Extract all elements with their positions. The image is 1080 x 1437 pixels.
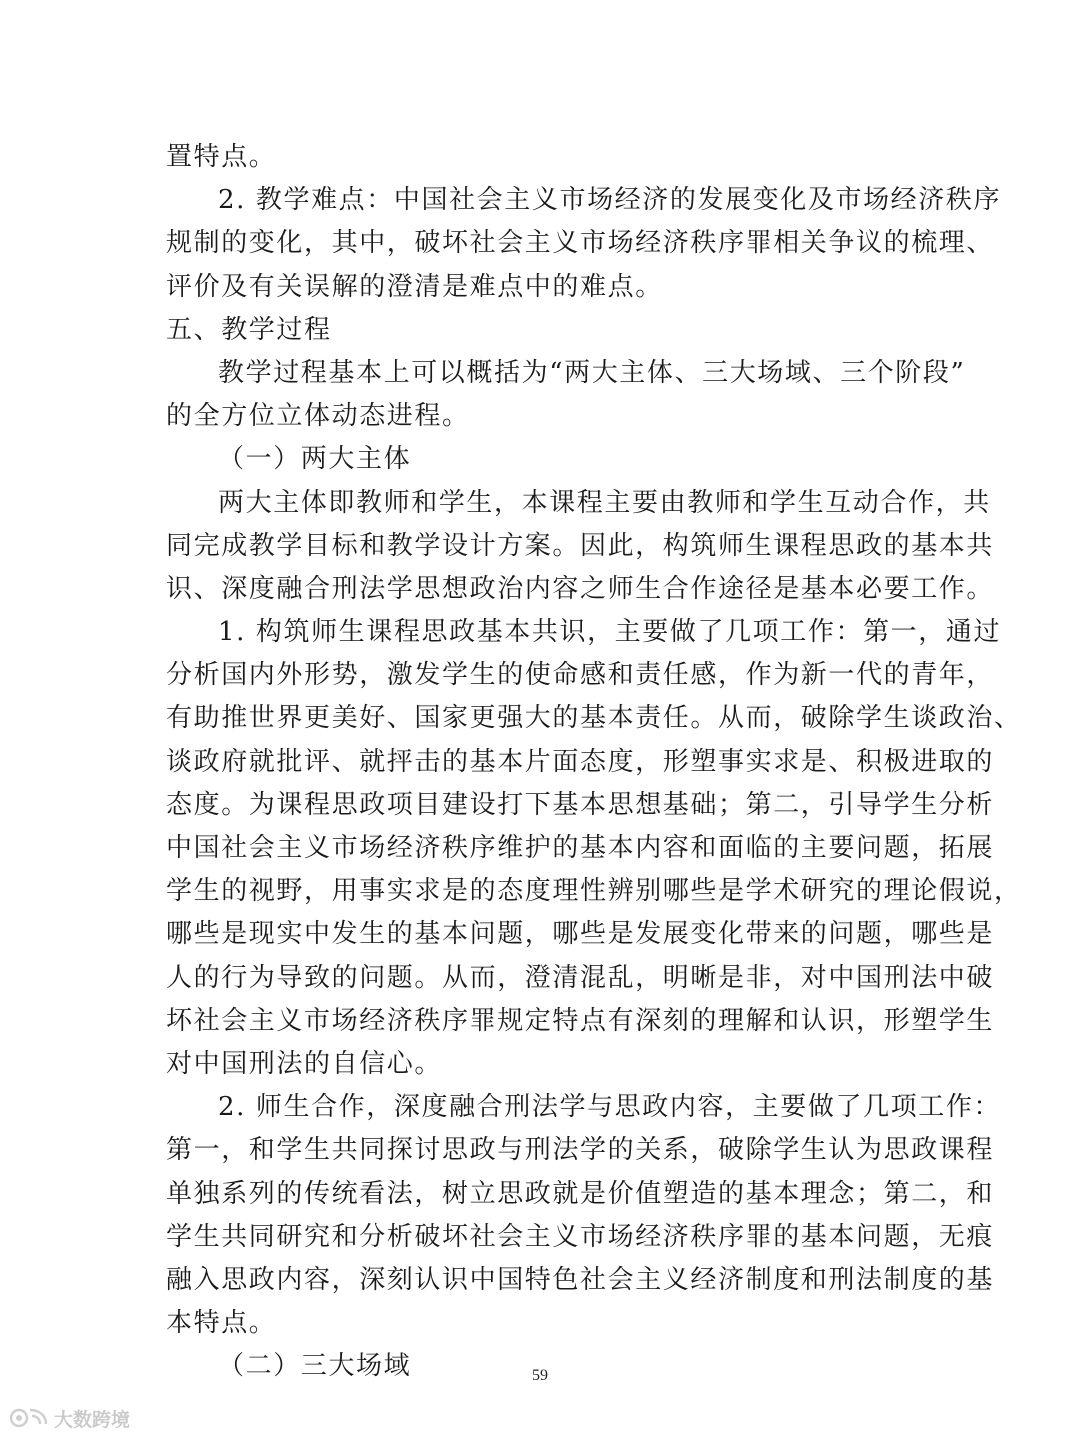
text-line: 坏社会主义市场经济秩序罪规定特点有深刻的理解和认识，形塑学生 [166, 1005, 995, 1036]
section-heading: 五、教学过程 [166, 314, 332, 345]
text-line: 评价及有关误解的澄清是难点中的难点。 [166, 271, 663, 302]
document-body [166, 136, 1022, 1388]
text-line: 本特点。 [166, 1308, 277, 1339]
text-line: 识、深度融合刑法学思想政治内容之师生合作途径是基本必要工作。 [166, 573, 995, 604]
text-line: 中国社会主义市场经济秩序维护的基本内容和面临的主要问题，拓展 [166, 833, 995, 863]
text-line: 的全方位立体动态进程。 [166, 401, 470, 432]
text-line: 融入思政内容，深刻认识中国特色社会主义经济制度和刑法制度的基 [166, 1264, 995, 1295]
text-line: 分析国内外形势，激发学生的使命感和责任感，作为新一代的青年， [166, 660, 995, 691]
paragraph-start: 教学过程基本上可以概括为“两大主体、三大场域、三个阶段” [218, 357, 966, 388]
text-line: 哪些是现实中发生的基本问题，哪些是发展变化带来的问题，哪些是 [166, 919, 995, 950]
paragraph-start: 两大主体即教师和学生，本课程主要由教师和学生互动合作，共 [218, 487, 991, 518]
brand-logo-icon [10, 1404, 50, 1432]
list-item-cooperation: 2. 师生合作，深度融合刑法学与思政内容，主要做了几项工作： [218, 1092, 1002, 1123]
subsection-heading: （一）两大主体 [218, 444, 412, 475]
list-item-teaching-difficulty: 2. 教学难点：中国社会主义市场经济的发展变化及市场经济秩序 [218, 185, 1002, 216]
page-number: 59 [532, 1367, 548, 1384]
text-line: 学生的视野，用事实求是的态度理性辨别哪些是学术研究的理论假说， [166, 876, 1022, 907]
text-line: 学生共同研究和分析破坏社会主义市场经济秩序罪的基本问题，无痕 [166, 1221, 995, 1252]
text-line: 人的行为导致的问题。从而，澄清混乱，明晰是非，对中国刑法中破 [166, 962, 995, 993]
text-line: 态度。为课程思政项目建设打下基本思想基础；第二，引导学生分析 [166, 789, 995, 820]
text-line: 有助推世界更美好、国家更强大的基本责任。从而，破除学生谈政治、 [166, 703, 1022, 734]
text-line: 规制的变化，其中，破坏社会主义市场经济秩序罪相关争议的梳理、 [166, 228, 995, 259]
text-line: 对中国刑法的自信心。 [166, 1048, 443, 1079]
watermark-text: 大数跨境 [54, 1408, 131, 1431]
text-line: 单独系列的传统看法，树立思政就是价值塑造的基本理念；第二，和 [166, 1178, 995, 1209]
text-line: 第一，和学生共同探讨思政与刑法学的关系，破除学生认为思政课程 [166, 1135, 995, 1166]
list-item-consensus: 1. 构筑师生课程思政基本共识，主要做了几项工作：第一，通过 [218, 617, 1002, 648]
text-line: 同完成教学目标和教学设计方案。因此，构筑师生课程思政的基本共 [166, 530, 995, 561]
watermark [10, 1402, 130, 1434]
text-line: 置特点。 [166, 142, 277, 172]
text-line: 谈政府就批评、就抨击的基本片面态度，形塑事实求是、积极进取的 [166, 746, 995, 777]
subsection-heading: （二）三大场域 [218, 1351, 412, 1382]
